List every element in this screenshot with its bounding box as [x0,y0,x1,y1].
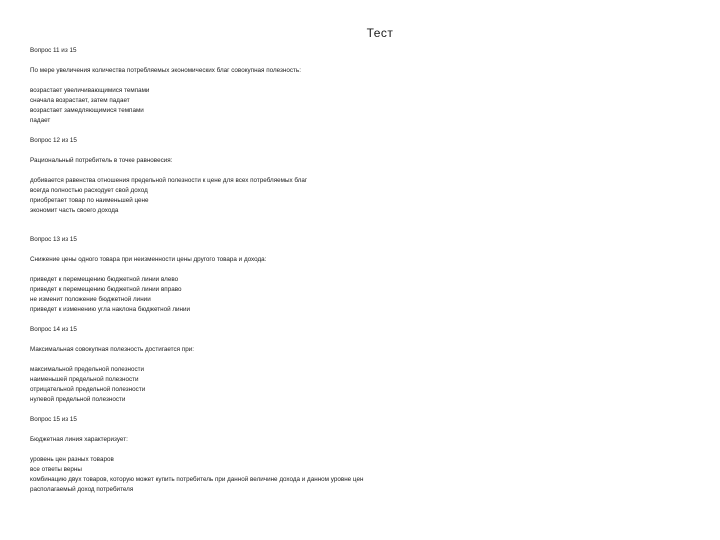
question-counter: Вопрос 14 из 15 [30,326,77,333]
answer-option[interactable]: комбинацию двух товаров, которую может купить потребитель при данной величине дохода и данном уровне цен [30,476,364,483]
answer-option[interactable]: возрастает замедляющимися темпами [30,107,144,114]
question-counter: Вопрос 12 из 15 [30,137,77,144]
question-counter: Вопрос 13 из 15 [30,236,77,243]
question-13 [30,235,690,315]
question-text: Максимальная совокупная полезность достигается при: [30,346,194,353]
quiz-content [30,46,690,505]
answer-options [30,86,690,126]
question-14 [30,325,690,405]
answer-options [30,455,690,495]
answer-option[interactable]: сначала возрастает, затем падает [30,97,130,104]
question-text: Рациональный потребитель в точке равновесия: [30,157,173,164]
answer-options [30,176,690,216]
answer-option[interactable]: наименьшей предельной полезности [30,376,139,383]
answer-option[interactable]: экономит часть своего дохода [30,207,119,214]
answer-option[interactable]: не изменит положение бюджетной линии [30,296,151,303]
answer-options [30,275,690,315]
answer-option[interactable]: нулевой предельной полезности [30,396,126,403]
question-text: По мере увеличения количества потребляемых экономических благ совокупная полезность: [30,67,301,74]
answer-option[interactable]: уровень цен разных товаров [30,456,114,463]
question-text: Бюджетная линия характеризует: [30,436,128,443]
question-text: Снижение цены одного товара при неизменности цены другого товара и дохода: [30,256,267,263]
answer-option[interactable]: падает [30,117,51,124]
question-counter: Вопрос 11 из 15 [30,47,77,54]
answer-option[interactable]: приведет к изменению угла наклона бюджетной линии [30,306,191,313]
question-11 [30,46,690,126]
answer-option[interactable]: добивается равенства отношения предельной полезности к цене для всех потребляемых благ [30,177,308,184]
answer-option[interactable]: всегда полностью расходует свой доход [30,187,148,194]
answer-options [30,365,690,405]
answer-option[interactable]: возрастает увеличивающимися темпами [30,87,150,94]
page-title: Тест [366,26,394,40]
answer-option[interactable]: приведет к перемещению бюджетной линии влево [30,276,179,283]
answer-option[interactable]: приобретает товар по наименьшей цене [30,197,149,204]
question-15 [30,415,690,495]
question-counter: Вопрос 15 из 15 [30,416,77,423]
answer-option[interactable]: все ответы верны [30,466,82,473]
answer-option[interactable]: максимальной предельной полезности [30,366,145,373]
answer-option[interactable]: отрицательной предельной полезности [30,386,146,393]
answer-option[interactable]: приведет к перемещению бюджетной линии вправо [30,286,182,293]
answer-option[interactable]: располагаемый доход потребителя [30,486,134,493]
question-12 [30,136,690,216]
